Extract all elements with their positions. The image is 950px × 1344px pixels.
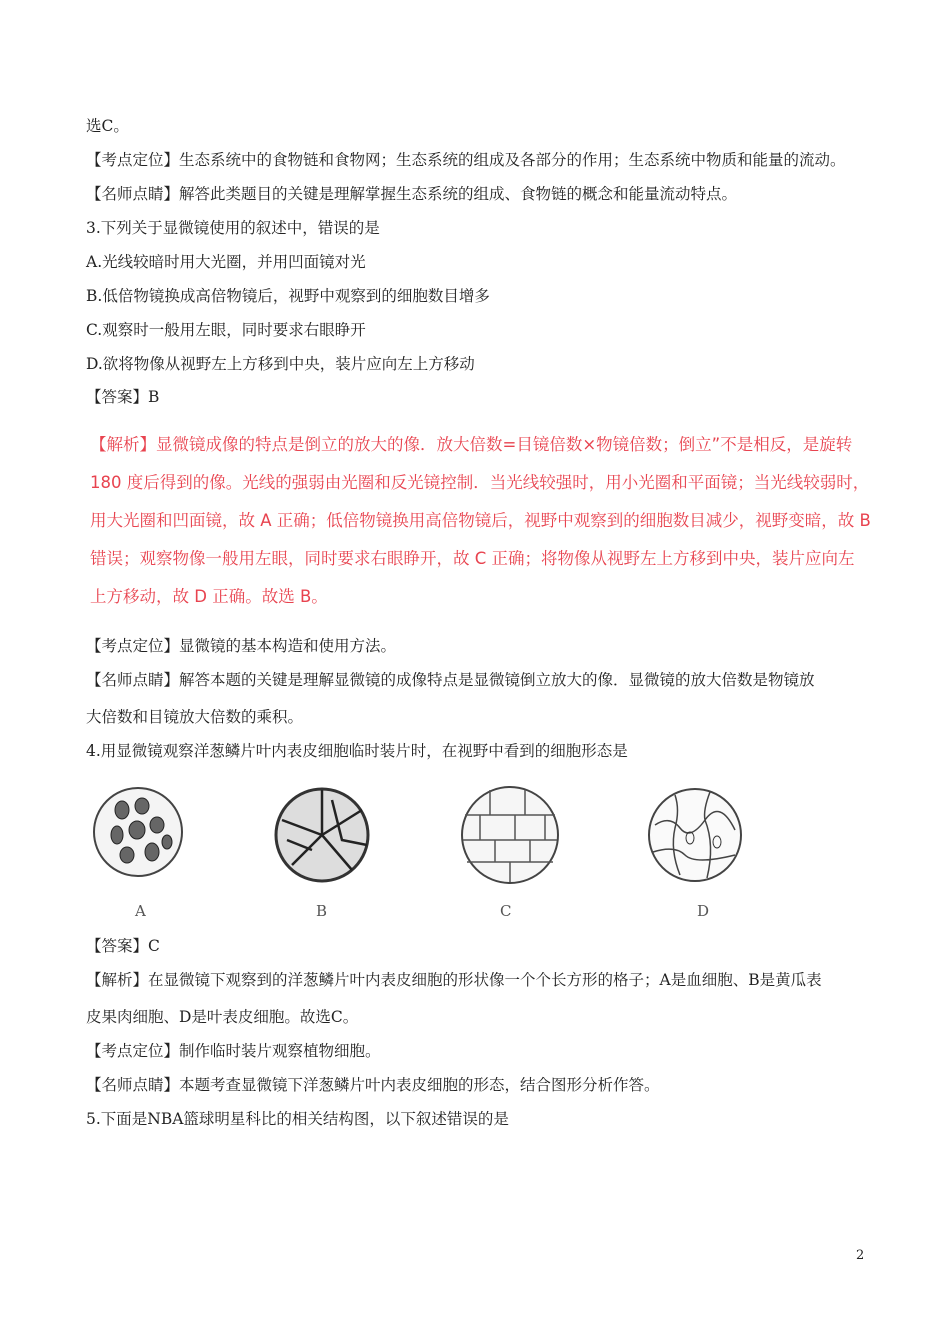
text-line: 【名师点睛】解答本题的关键是理解显微镜的成像特点是显微镜倒立放大的像．显微镜的放大倍数是物镜放	[86, 671, 815, 689]
text-line: 选C。	[86, 117, 129, 135]
analysis-line: 上方移动，故 D 正确。故选 B。	[90, 587, 328, 606]
figure-label: C	[500, 902, 512, 920]
text-line: 【解析】在显微镜下观察到的洋葱鳞片叶内表皮细胞的形状像一个个长方形的格子；A是血细胞、B是黄瓜表	[86, 971, 822, 989]
analysis-line: 错误；观察物像一般用左眼，同时要求右眼睁开，故 C 正确；将物像从视野左上方移到中央，装片应向左	[90, 549, 855, 568]
option-c: C.观察时一般用左眼，同时要求右眼睁开	[86, 321, 366, 339]
figure-c-onion-cells	[455, 780, 565, 890]
figure-label: A	[135, 902, 146, 920]
option-d: D.欲将物像从视野左上方移到中央，装片应向左上方移动	[86, 355, 475, 373]
question-5: 5.下面是NBA篮球明星科比的相关结构图，以下叙述错误的是	[86, 1110, 509, 1128]
text-line: 大倍数和目镜放大倍数的乘积。	[86, 708, 304, 726]
figure-label: B	[316, 902, 328, 920]
question-4: 4.用显微镜观察洋葱鳞片叶内表皮细胞临时装片时，在视野中看到的细胞形态是	[86, 742, 628, 760]
option-a: A.光线较暗时用大光圈，并用凹面镜对光	[86, 253, 366, 271]
figure-b-pulp-cells	[272, 780, 372, 890]
figure-label: D	[697, 902, 710, 920]
analysis-line: 【解析】显微镜成像的特点是倒立的放大的像．放大倍数=目镜倍数×物镜倍数；倒立”不是相反，是旋转	[90, 435, 853, 454]
analysis-line: 用大光圈和凹面镜，故 A 正确；低倍物镜换用高倍物镜后，视野中观察到的细胞数目减少，视野变暗，故 B	[90, 511, 871, 530]
figure-a-blood-cells	[92, 780, 188, 890]
text-line: 【考点定位】制作临时装片观察植物细胞。	[86, 1042, 381, 1060]
answer: 【答案】C	[86, 937, 160, 955]
option-b: B.低倍物镜换成高倍物镜后，视野中观察到的细胞数目增多	[86, 287, 490, 305]
text-line: 【名师点睛】解答此类题目的关键是理解掌握生态系统的组成、食物链的概念和能量流动特点。	[86, 185, 738, 203]
analysis-line: 180 度后得到的像。光线的强弱由光圈和反光镜控制．当光线较强时，用小光圈和平面镜；当光线较弱时，	[90, 473, 870, 492]
figure-d-leaf-epidermis	[645, 780, 745, 890]
text-line: 【考点定位】显微镜的基本构造和使用方法。	[86, 637, 397, 655]
text-line: 【考点定位】生态系统中的食物链和食物网；生态系统的组成及各部分的作用；生态系统中物质和能量的流动。	[86, 151, 846, 169]
question-3: 3.下列关于显微镜使用的叙述中，错误的是	[86, 219, 380, 237]
page-number: 2	[856, 1248, 865, 1263]
text-line: 皮果肉细胞、D是叶表皮细胞。故选C。	[86, 1008, 359, 1026]
text-line: 【名师点睛】本题考查显微镜下洋葱鳞片叶内表皮细胞的形态，结合图形分析作答。	[86, 1076, 660, 1094]
answer: 【答案】B	[86, 388, 160, 406]
